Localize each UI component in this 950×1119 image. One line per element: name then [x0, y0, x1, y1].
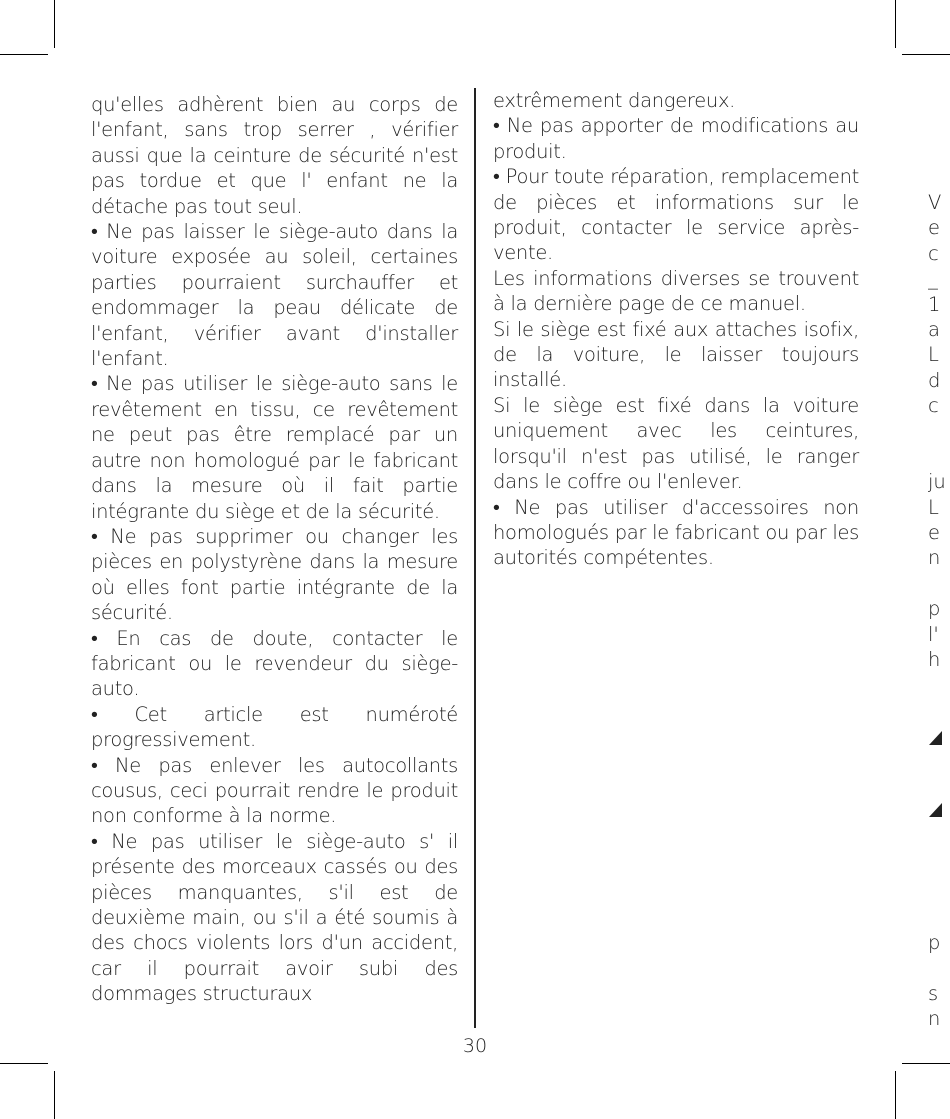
fragment: p: [928, 931, 941, 954]
fragment: _: [928, 267, 938, 291]
fragment: L: [928, 343, 939, 367]
crop-mark: [895, 1071, 896, 1119]
crop-mark: [0, 54, 48, 55]
fragment: ju: [928, 470, 946, 494]
warning-triangle-icon: [929, 731, 942, 745]
crop-mark: [902, 1063, 950, 1064]
paragraph: • Ne pas laisser le siège-auto dans la voiture exposée au soleil, certaines parties pourraient surchauffer et endommager la peau délicate de l'enfant, vérifier avant d'installer l'enfant.: [91, 220, 458, 371]
fragment: e: [928, 521, 940, 545]
fragment: d: [928, 368, 941, 392]
warning-triangle-icon: [929, 803, 942, 817]
column-divider: [474, 88, 476, 1028]
fragment: p: [928, 597, 941, 621]
fragment: V: [928, 191, 942, 214]
paragraph: • Ne pas utiliser d'accessoires non homologués par le fabricant ou par les autorités compétentes.: [493, 495, 859, 570]
paragraph: Si le siège est fixé aux attaches isofix, de la voiture, le laisser toujours installé.: [493, 317, 859, 392]
paragraph: extrêmement dangereux.: [493, 89, 736, 112]
fragment: [928, 444, 950, 469]
crop-mark: [902, 54, 950, 55]
crop-mark: [54, 1071, 55, 1119]
paragraph: Les informations diverses se trouvent à la dernière page de ce manuel.: [493, 266, 859, 316]
paragraph: • Ne pas apporter de modifications au produit.: [493, 114, 859, 163]
crop-mark: [54, 0, 55, 48]
crop-mark: [0, 1063, 48, 1064]
crop-mark: [895, 0, 896, 48]
paragraph: qu'elles adhèrent bien au corps de l'enfant, sans trop serrer , vérifier aussi que la ceinture de sécurité n'est pas tordue et que l' enfant ne la détache pas tout seul.: [91, 93, 458, 218]
paragraph: • Ne pas supprimer ou changer les pièces en polystyrène dans la mesure où elles font partie intégrante de la sécurité.: [91, 524, 458, 625]
fragment: c: [928, 241, 939, 265]
cropped-next-column: [928, 190, 950, 672]
fragment: a: [928, 317, 940, 341]
fragment: s: [928, 981, 939, 1005]
paragraph: • Ne pas utiliser le siège-auto sans le revêtement en tissu, ce revêtement ne peut pas être remplacé par un autre non homologué par le fabricant dans la mesure où il fait partie intégrante du siège et de la sécurité.: [91, 372, 458, 523]
paragraph: • Ne pas enlever les autocollants cousus, ceci pourrait rendre le produit non conforme à la norme.: [91, 753, 458, 828]
fragment: [928, 955, 950, 980]
fragment: l': [928, 622, 939, 646]
fragment: n: [928, 1007, 941, 1031]
paragraph: • Cet article est numéroté progressivement.: [91, 702, 458, 752]
paragraph: • En cas de doute, contacter le fabricant ou le revendeur du siège-auto.: [91, 626, 458, 701]
fragment: L: [928, 495, 939, 519]
paragraph: • Ne pas utiliser le siège-auto s' il présente des morceaux cassés ou des pièces manquantes, s'il est de deuxième main, ou s'il a été soumis à des chocs violents lors d'un accident, car il pourrait avoir subi des dommages structuraux: [91, 829, 458, 1006]
fragment: 1: [928, 292, 941, 316]
fragment: n: [928, 546, 941, 570]
left-text-column: [91, 92, 458, 1007]
fragment: c: [928, 394, 939, 418]
fragment: [928, 571, 950, 596]
page-number: 30: [462, 1035, 488, 1057]
cropped-next-column-lower: [928, 930, 950, 1032]
fragment: h: [928, 648, 941, 672]
fragment: e: [928, 216, 940, 240]
paragraph: • Pour toute réparation, remplacement de pièces et informations sur le produit, contacter le service après-vente.: [493, 165, 859, 265]
fragment: [928, 419, 950, 444]
middle-text-column: [493, 88, 859, 571]
paragraph: Si le siège est fixé dans la voiture uniquement avec les ceintures, lorsqu'il n'est pas utilisé, le ranger dans le coffre ou l'enlever.: [493, 393, 859, 494]
